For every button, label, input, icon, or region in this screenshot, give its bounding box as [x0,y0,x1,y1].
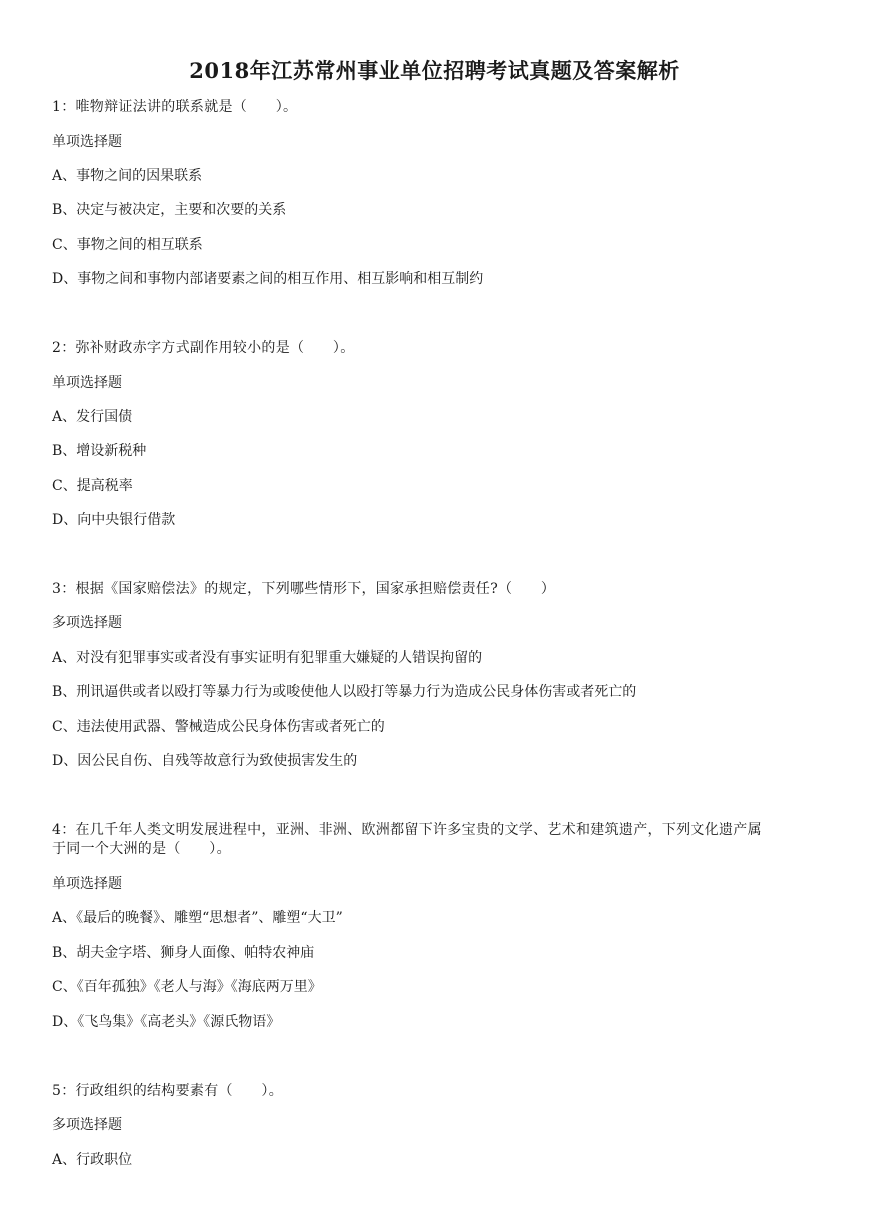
question-2-option-c: C、提高税率 [52,478,133,494]
question-4-option-a: A、《最后的晚餐》、雕塑“思想者”、雕塑“大卫” [52,910,343,926]
question-4-option-b: B、胡夫金字塔、狮身人面像、帕特农神庙 [52,945,315,961]
question-5-type: 多项选择题 [52,1117,122,1133]
question-3-option-d: D、因公民自伤、自残等故意行为致使损害发生的 [52,753,358,769]
question-2-stem: 2：弥补财政赤字方式副作用较小的是（ ）。 [52,340,355,356]
question-5-option-a: A、行政职位 [52,1152,133,1168]
question-1-type: 单项选择题 [52,134,122,150]
question-3-stem: 3：根据《国家赔偿法》的规定，下列哪些情形下，国家承担赔偿责任?（ ） [52,581,556,597]
question-3-option-c: C、违法使用武器、警械造成公民身体伤害或者死亡的 [52,719,385,735]
question-4-stem-line-1: 4：在几千年人类文明发展进程中，亚洲、非洲、欧洲都留下许多宝贵的文学、艺术和建筑遗产，下列文化遗产属 [52,822,762,838]
question-1-option-a: A、事物之间的因果联系 [52,168,203,184]
question-5-stem: 5：行政组织的结构要素有（ ）。 [52,1083,284,1099]
question-3-type: 多项选择题 [52,615,122,631]
question-4-option-c: C、《百年孤独》《老人与海》《海底两万里》 [52,979,322,995]
question-1-option-d: D、事物之间和事物内部诸要素之间的相互作用、相互影响和相互制约 [52,271,484,287]
question-3-option-a: A、对没有犯罪事实或者没有事实证明有犯罪重大嫌疑的人错误拘留的 [52,650,483,666]
question-2-type: 单项选择题 [52,375,122,391]
question-2-option-b: B、增设新税种 [52,443,147,459]
question-2-option-d: D、向中央银行借款 [52,512,176,528]
question-1-stem: 1：唯物辩证法讲的联系就是（ ）。 [52,99,298,115]
question-4-option-d: D、《飞鸟集》《高老头》《源氏物语》 [52,1014,281,1030]
document-title: 2018年江苏常州事业单位招聘考试真题及答案解析 [189,58,680,83]
question-2-option-a: A、发行国债 [52,409,133,425]
question-3-option-b: B、刑讯逼供或者以殴打等暴力行为或唆使他人以殴打等暴力行为造成公民身体伤害或者死亡的 [52,684,637,700]
question-4-type: 单项选择题 [52,876,122,892]
question-4-stem-line-2: 于同一个大洲的是（ ）。 [52,841,231,857]
question-1-option-c: C、事物之间的相互联系 [52,237,203,253]
question-1-option-b: B、决定与被决定，主要和次要的关系 [52,202,287,218]
